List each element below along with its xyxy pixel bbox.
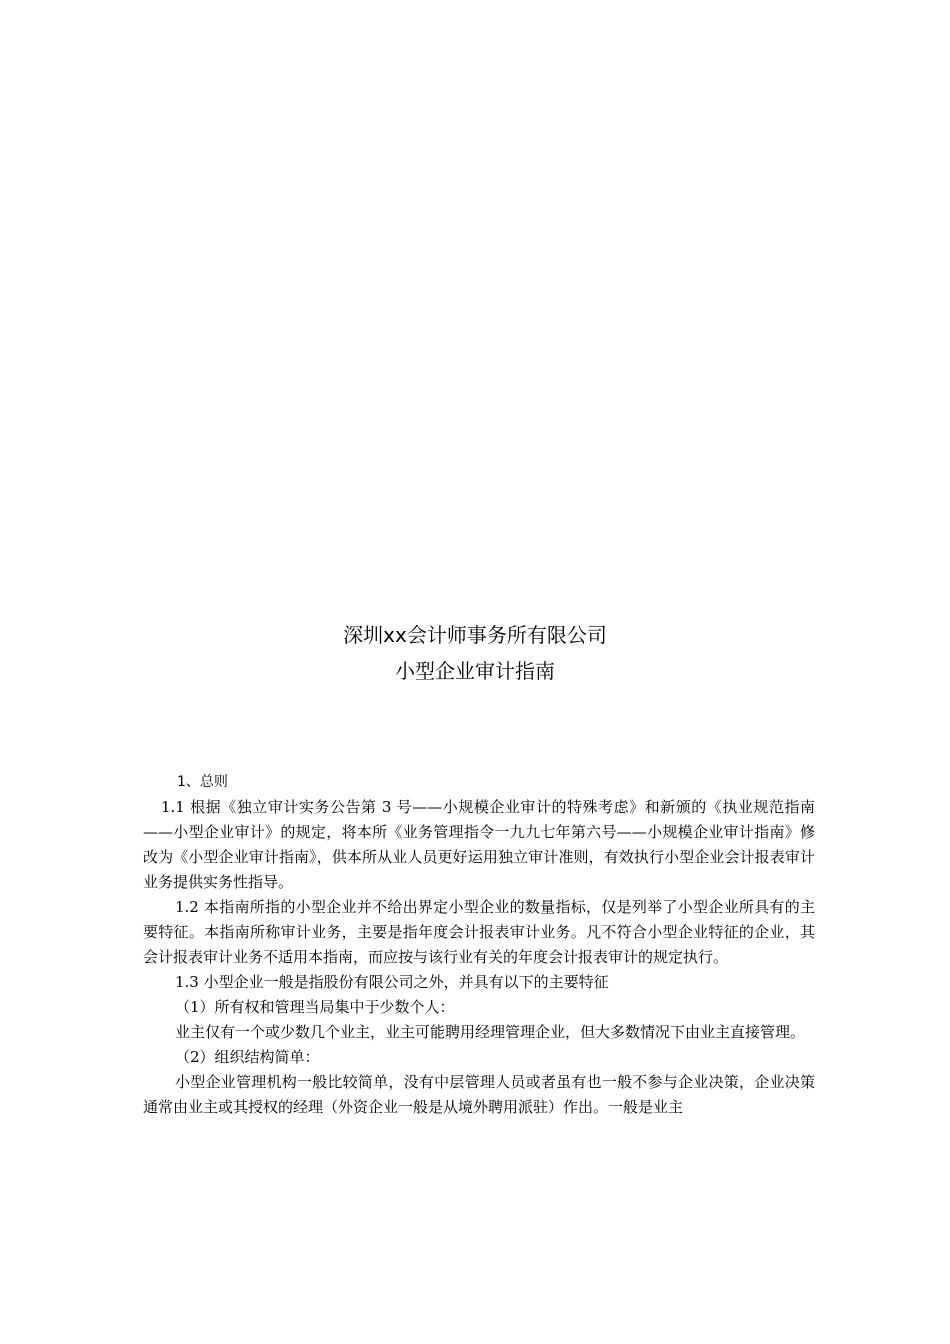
paragraph-1-3: 1.3 小型企业一般是指股份有限公司之外，并具有以下的主要特征 bbox=[175, 973, 609, 991]
document-body bbox=[143, 770, 815, 1120]
feature-1-heading: （1）所有权和管理当局集中于少数个人： bbox=[175, 998, 455, 1016]
feature-1-text: 业主仅有一个或少数几个业主，业主可能聘用经理管理企业，但大多数情况下由业主直接管理。 bbox=[175, 1023, 806, 1041]
document-title-block bbox=[0, 617, 950, 689]
document-title: 小型企业审计指南 bbox=[395, 659, 555, 683]
section-heading: 1、总则 bbox=[177, 774, 228, 790]
feature-2-text: 小型企业管理机构一般比较简单，没有中层管理人员或者虽有也一般不参与企业决策，企业决策通常由业主或其授权的经理（外资企业一般是从境外聘用派驻）作出。一般是业主 bbox=[143, 1073, 815, 1116]
paragraph-1-1: 1.1 根据《独立审计实务公告第 3 号——小规模企业审计的特殊考虑》和新颁的《执业规范指南——小型企业审计》的规定，将本所《业务管理指令一九九七年第六号——小规模企业审计指南》修改为《小型企业审计指南》，供本所从业人员更好运用独立审计准则，有效执行小型企业会计报表审计业务提供实务性指导。 bbox=[143, 798, 815, 891]
paragraph-1-2: 1.2 本指南所指的小型企业并不给出界定小型企业的数量指标，仅是列举了小型企业所具有的主要特征。本指南所称审计业务，主要是指年度会计报表审计业务。凡不符合小型企业特征的企业，其会计报表审计业务不适用本指南，而应按与该行业有关的年度会计报表审计的规定执行。 bbox=[143, 898, 815, 966]
company-name: 深圳xx会计师事务所有限公司 bbox=[343, 623, 607, 647]
feature-2-heading: （2）组织结构简单： bbox=[175, 1048, 320, 1066]
